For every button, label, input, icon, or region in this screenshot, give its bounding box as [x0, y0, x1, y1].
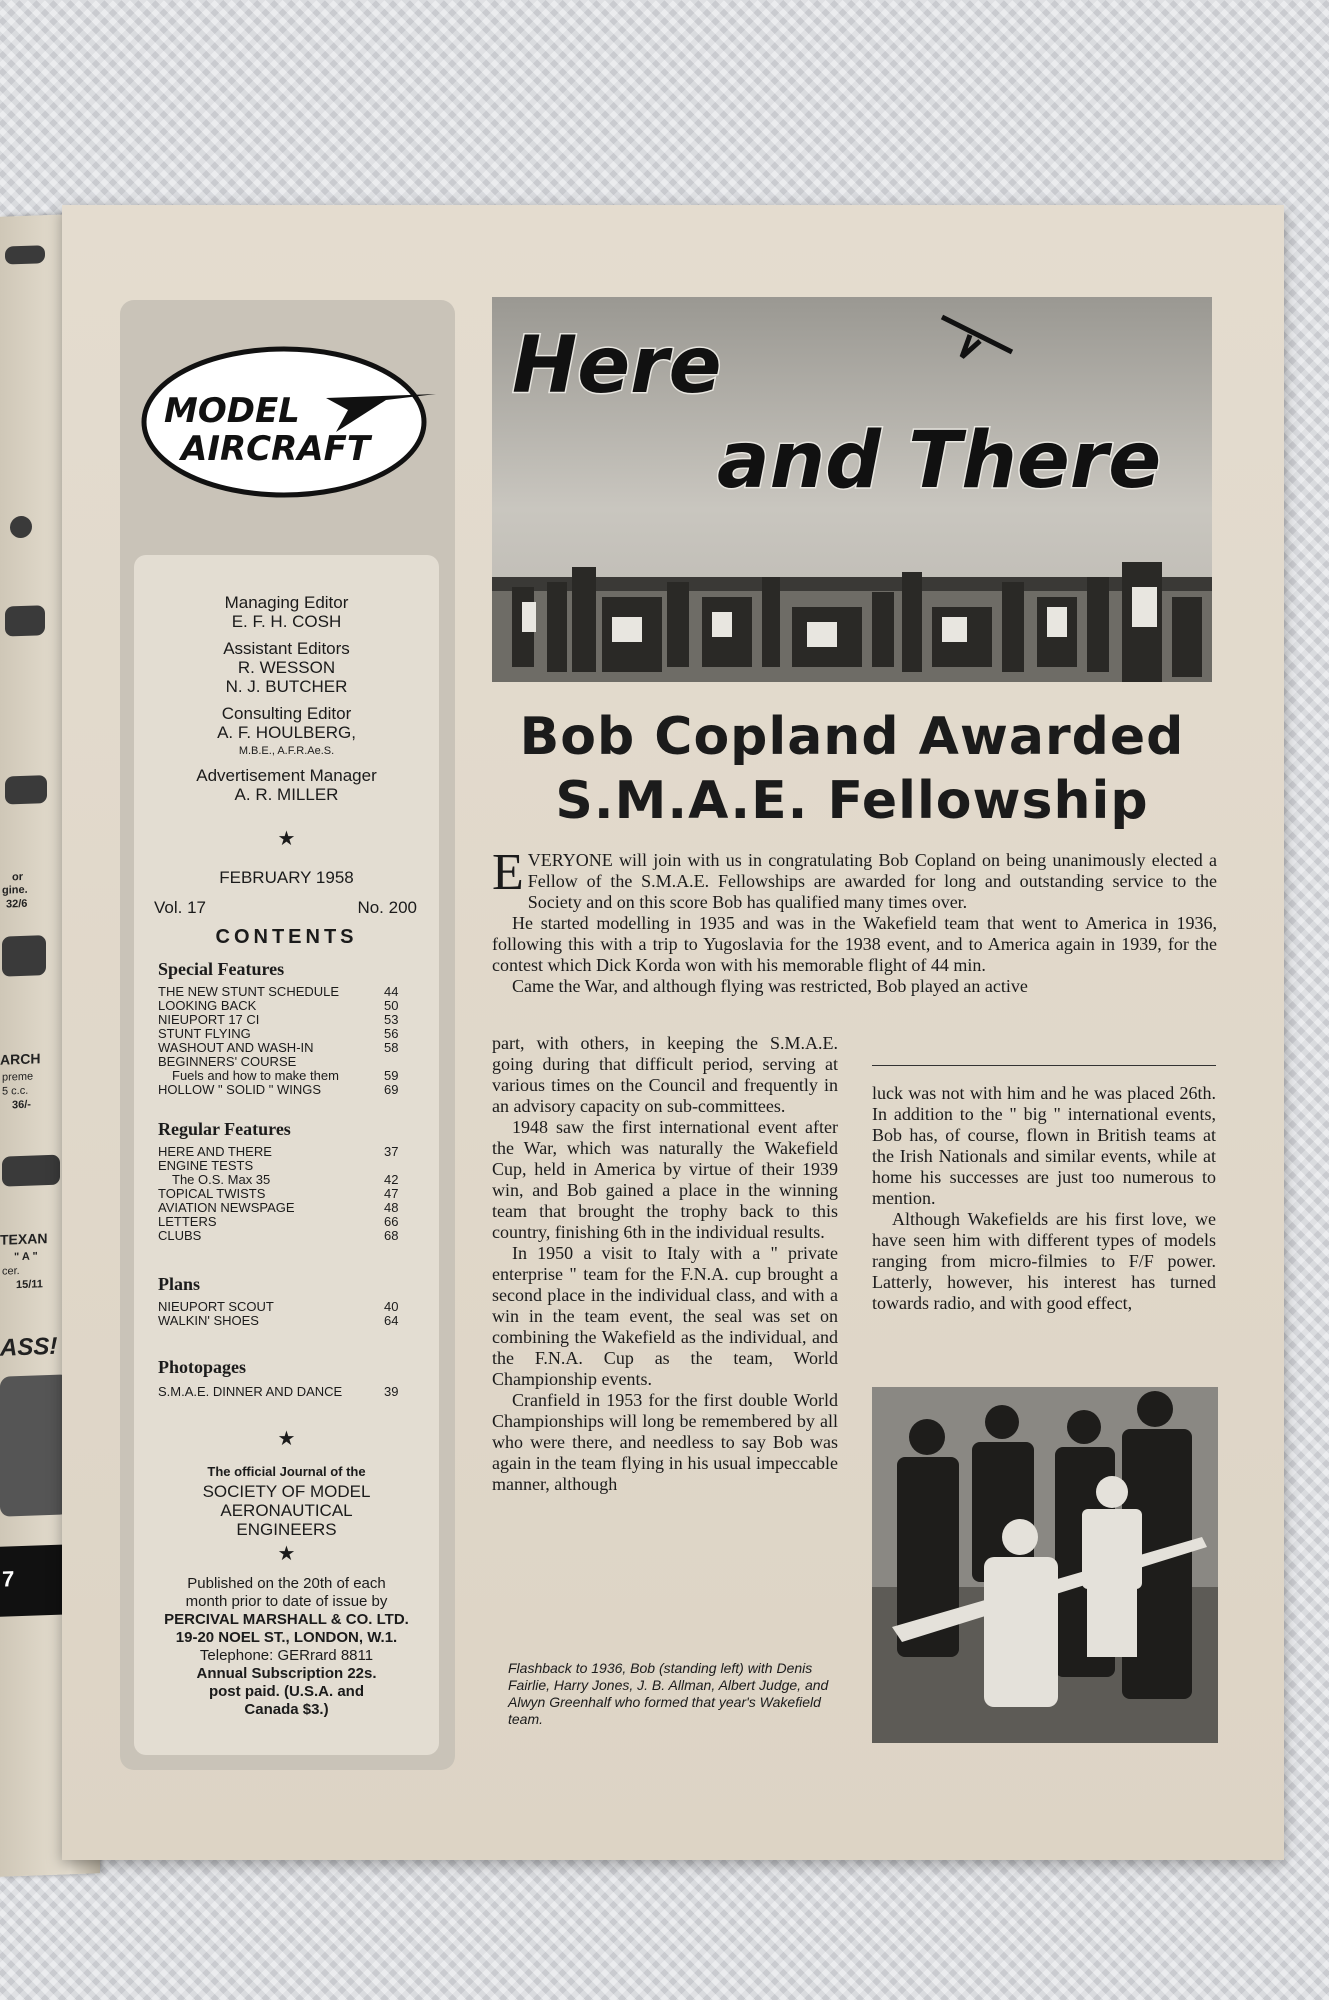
- publisher-line: Canada $3.): [244, 1701, 329, 1718]
- left-page-text: preme: [2, 1070, 34, 1084]
- plane-illustration-icon: [5, 605, 45, 636]
- staff-name: N. J. BUTCHER: [225, 677, 348, 696]
- left-page-text: 36/-: [12, 1098, 31, 1112]
- special-features-heading: Special Features: [158, 959, 285, 979]
- publisher-line: PERCIVAL MARSHALL & CO. LTD.: [164, 1611, 409, 1628]
- model-aircraft-logo: [136, 340, 436, 500]
- column-rule: [872, 1065, 1216, 1066]
- left-page-text: 32/6: [6, 897, 28, 911]
- staff-role: Advertisement Manager: [196, 766, 377, 785]
- staff-honours: M.B.E., A.F.R.Ae.S.: [238, 745, 335, 757]
- publisher-line: 19-20 NOEL ST., LONDON, W.1.: [175, 1629, 398, 1646]
- hero-title-line1: Here: [512, 321, 722, 411]
- team-photo: [872, 1387, 1218, 1743]
- article-paragraph: 1948 saw the first international event after the War, which was naturally the Wakefield Cup, held in America by virtue of their 1939 win, and Bob gained a place in the winning team that brought the trophy back to this country, finishing 6th in the individual results.: [492, 1117, 838, 1242]
- article-paragraph: In 1950 a visit to Italy with a " private enterprise " team for the F.N.A. cup brought a second place in the individual class, and with a win in the team event, the seal was set on combining the Wakefield as the individual, and the F.N.A. Cup as the team, World Championship events.: [492, 1243, 838, 1389]
- toc-entry: BEGINNERS' COURSE: [158, 1054, 297, 1069]
- society-line: AERONAUTICAL: [220, 1501, 353, 1520]
- left-page-text: cer.: [2, 1265, 20, 1278]
- article-paragraph: part, with others, in keeping the S.M.A.E. going during that difficult period, serving at various times on the Council and frequently in an advisory capacity on sub-committees.: [492, 1033, 838, 1116]
- engine-illustration-icon: [10, 516, 32, 539]
- article-intro: [492, 844, 1217, 997]
- photopages-heading: Photopages: [158, 1357, 247, 1377]
- staff-name: R. WESSON: [237, 658, 336, 677]
- staff-role: Assistant Editors: [223, 639, 350, 658]
- logo-line2: AIRCRAFT: [181, 429, 371, 469]
- toc-entry: The O.S. Max 35 42: [172, 1172, 399, 1187]
- plans-list: [158, 1300, 418, 1328]
- toc-entry: TOPICAL TWISTS 47: [158, 1186, 399, 1201]
- staff-role: Consulting Editor: [221, 704, 352, 723]
- article-title-line1: Bob Copland Awarded: [519, 707, 1185, 767]
- article-right-column: [872, 1083, 1216, 1314]
- photopages-list: [158, 1385, 418, 1399]
- toc-entry: S.M.A.E. DINNER AND DANCE 39: [158, 1384, 399, 1399]
- plane-illustration-icon: [5, 245, 45, 264]
- issue-date: FEBRUARY 1958: [219, 868, 354, 887]
- article-left-column: [492, 1033, 838, 1495]
- toc-entry: THE NEW STUNT SCHEDULE 44: [158, 984, 399, 999]
- field-photo: [492, 297, 1212, 682]
- publisher-line: month prior to date of issue by: [185, 1593, 388, 1610]
- left-page-text: 7: [2, 1566, 15, 1592]
- article-paragraph: luck was not with him and he was placed 26th. In addition to the " big " international events, Bob has, of course, flown in British teams at the Irish Nationals and similar events, while at home his successes are just too numerous to mention.: [872, 1083, 1216, 1208]
- star-icon: ★: [277, 1543, 296, 1565]
- publisher-line: Annual Subscription 22s.: [196, 1665, 377, 1682]
- left-page-text: 5 c.c.: [2, 1084, 29, 1098]
- left-page-text: gine.: [2, 883, 28, 897]
- society-name: [134, 1482, 439, 1539]
- staff-assistant: [134, 639, 439, 696]
- masthead-box: [134, 555, 439, 1755]
- staff-name: E. F. H. COSH: [231, 612, 342, 631]
- plane-illustration-icon: [2, 935, 46, 977]
- issue-number: No. 200: [357, 898, 417, 917]
- toc-entry: AVIATION NEWSPAGE 48: [158, 1200, 399, 1215]
- society-line: SOCIETY OF MODEL: [202, 1482, 371, 1501]
- left-page-text: " A ": [14, 1250, 38, 1264]
- left-page-text: ARCH: [0, 1050, 41, 1068]
- toc-entry: ENGINE TESTS: [158, 1158, 254, 1173]
- star-icon: ★: [277, 828, 296, 850]
- drop-cap: E: [492, 844, 524, 901]
- article-paragraph: Came the War, and although flying was restricted, Bob played an active: [512, 976, 1028, 996]
- volume: Vol. 17: [154, 898, 206, 917]
- publisher-line: Published on the 20th of each: [187, 1575, 386, 1592]
- regular-features-list: [158, 1145, 418, 1243]
- plane-illustration-icon: [2, 1155, 60, 1187]
- contents-heading: CONTENTS: [215, 926, 358, 948]
- toc-entry: CLUBS 68: [158, 1228, 399, 1243]
- plane-illustration-icon: [5, 775, 47, 804]
- left-page-text: 15/11: [16, 1278, 43, 1292]
- logo-line1: MODEL: [164, 391, 300, 431]
- staff-role: Managing Editor: [224, 593, 349, 612]
- staff-advertisement: [134, 766, 439, 804]
- left-page-text: TEXAN: [0, 1230, 48, 1248]
- staff-name: A. F. HOULBERG,: [217, 723, 356, 742]
- toc-entry: NIEUPORT 17 CI 53: [158, 1012, 399, 1027]
- regular-features-heading: Regular Features: [158, 1119, 291, 1139]
- toc-entry: WASHOUT AND WASH-IN 58: [158, 1040, 399, 1055]
- toc-entry: Fuels and how to make them 59: [172, 1068, 399, 1083]
- engine-illustration-icon: [0, 1374, 70, 1516]
- special-features-list: [158, 985, 418, 1097]
- left-page-text: or: [12, 870, 23, 884]
- toc-entry: NIEUPORT SCOUT 40: [158, 1299, 399, 1314]
- toc-entry: LETTERS 66: [158, 1214, 399, 1229]
- publisher-info: [134, 1575, 439, 1719]
- article-paragraph: Although Wakefields are his first love, we have seen him with different types of models ranging from micro-filmies to F/F power. Latterly, however, his interest has turned towards radio, and with good effect,: [872, 1209, 1216, 1313]
- here-and-there-header-photo: [492, 297, 1212, 682]
- publisher-line: post paid. (U.S.A. and: [208, 1683, 364, 1700]
- publisher-line: Telephone: GERrard 8811: [199, 1647, 374, 1664]
- staff-name: A. R. MILLER: [234, 785, 339, 804]
- toc-entry: STUNT FLYING 56: [158, 1026, 399, 1041]
- plans-heading: Plans: [158, 1274, 201, 1294]
- article-paragraph: Cranfield in 1953 for the first double World Championships will long be remembered by all who were there, and needless to say Bob was again in the team flying in his usual impeccable manner, although: [492, 1390, 838, 1494]
- staff-managing: [134, 593, 439, 631]
- toc-entry: HOLLOW " SOLID " WINGS 69: [158, 1082, 399, 1097]
- hero-title-line2: and There: [717, 416, 1162, 506]
- toc-entry: HERE AND THERE 37: [158, 1144, 399, 1159]
- left-page-text: ASS!: [0, 1332, 58, 1362]
- photo-caption: Flashback to 1936, Bob (standing left) with Denis Fairlie, Harry Jones, J. B. Allman, Albert Judge, and Alwyn Greenhalf who formed that year's Wakefield team.: [508, 1660, 829, 1727]
- article-title-line2: S.M.A.E. Fellowship: [555, 771, 1149, 831]
- logo-oval-icon: [136, 340, 436, 500]
- article-paragraph: EVERYONE will join with us in congratulating Bob Copland on being unanimously elected a Fellow of the S.M.A.E. Fellowships are awarded for long and outstanding service to the Society and on this score Bob has qualified many times over.: [492, 844, 1217, 912]
- toc-entry: WALKIN' SHOES 64: [158, 1313, 399, 1328]
- wakefield-team-photo: [872, 1387, 1218, 1743]
- society-line: ENGINEERS: [236, 1520, 337, 1539]
- official-journal-line: The official Journal of the: [207, 1464, 366, 1479]
- staff-consulting: [134, 704, 439, 761]
- toc-entry: LOOKING BACK 50: [158, 998, 399, 1013]
- article-paragraph: He started modelling in 1935 and was in the Wakefield team that went to America in 1936, following this with a trip to Yugoslavia for the 1938 event, and to America again in 1939, for the contest which Dick Korda won with his memorable flight of 44 min.: [492, 913, 1217, 975]
- masthead-sidebar: [120, 300, 455, 1770]
- magazine-page: [62, 205, 1284, 1860]
- star-icon: ★: [277, 1428, 296, 1450]
- article-title: [492, 705, 1212, 833]
